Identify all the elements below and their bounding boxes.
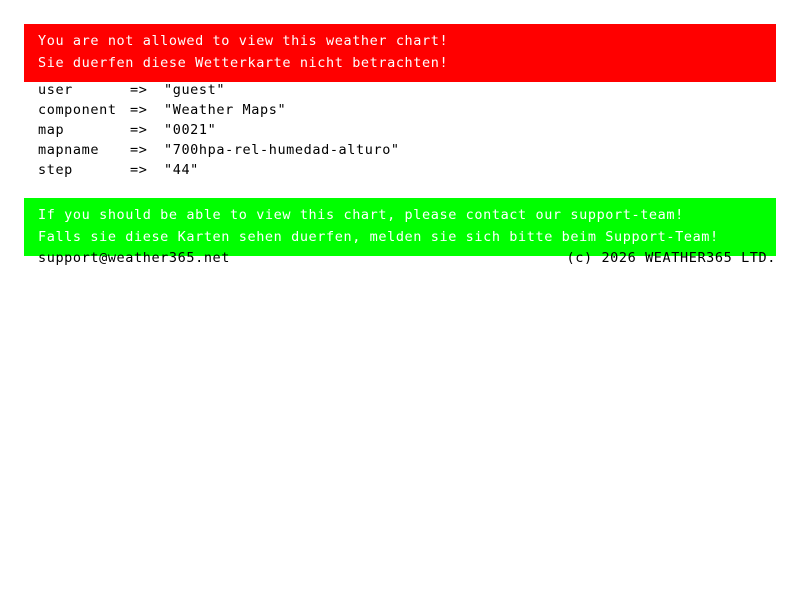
parameter-row-mapname <box>38 140 778 160</box>
support-email[interactable]: support@weather365.net <box>38 250 231 266</box>
parameter-value: "44" <box>164 162 199 178</box>
copyright-notice: (c) 2026 WEATHER365 LTD. <box>566 250 776 266</box>
parameter-key: mapname <box>38 142 100 158</box>
error-banner <box>24 24 776 82</box>
parameter-key: user <box>38 82 73 98</box>
support-banner-line-de: Falls sie diese Karten sehen duerfen, melden sie sich bitte beim Support-Team! <box>38 229 719 245</box>
support-banner-line-en: If you should be able to view this chart, please contact our support-team! <box>38 207 684 223</box>
parameter-row-user <box>38 80 778 100</box>
parameter-value: "0021" <box>164 122 217 138</box>
arrow-icon: => <box>130 142 148 158</box>
parameter-key: step <box>38 162 73 178</box>
parameter-value: "Weather Maps" <box>164 102 287 118</box>
support-banner <box>24 198 776 256</box>
parameter-key: map <box>38 122 65 138</box>
error-banner-line-en: You are not allowed to view this weather chart! <box>38 33 449 49</box>
arrow-icon: => <box>130 162 148 178</box>
arrow-icon: => <box>130 82 148 98</box>
parameter-list <box>38 80 778 180</box>
arrow-icon: => <box>130 122 148 138</box>
parameter-row-map <box>38 120 778 140</box>
parameter-row-step <box>38 160 778 180</box>
footer <box>38 250 776 266</box>
parameter-value: "700hpa-rel-humedad-alturo" <box>164 142 400 158</box>
arrow-icon: => <box>130 102 148 118</box>
parameter-key: component <box>38 102 117 118</box>
parameter-value: "guest" <box>164 82 226 98</box>
error-banner-line-de: Sie duerfen diese Wetterkarte nicht betrachten! <box>38 55 449 71</box>
parameter-row-component <box>38 100 778 120</box>
